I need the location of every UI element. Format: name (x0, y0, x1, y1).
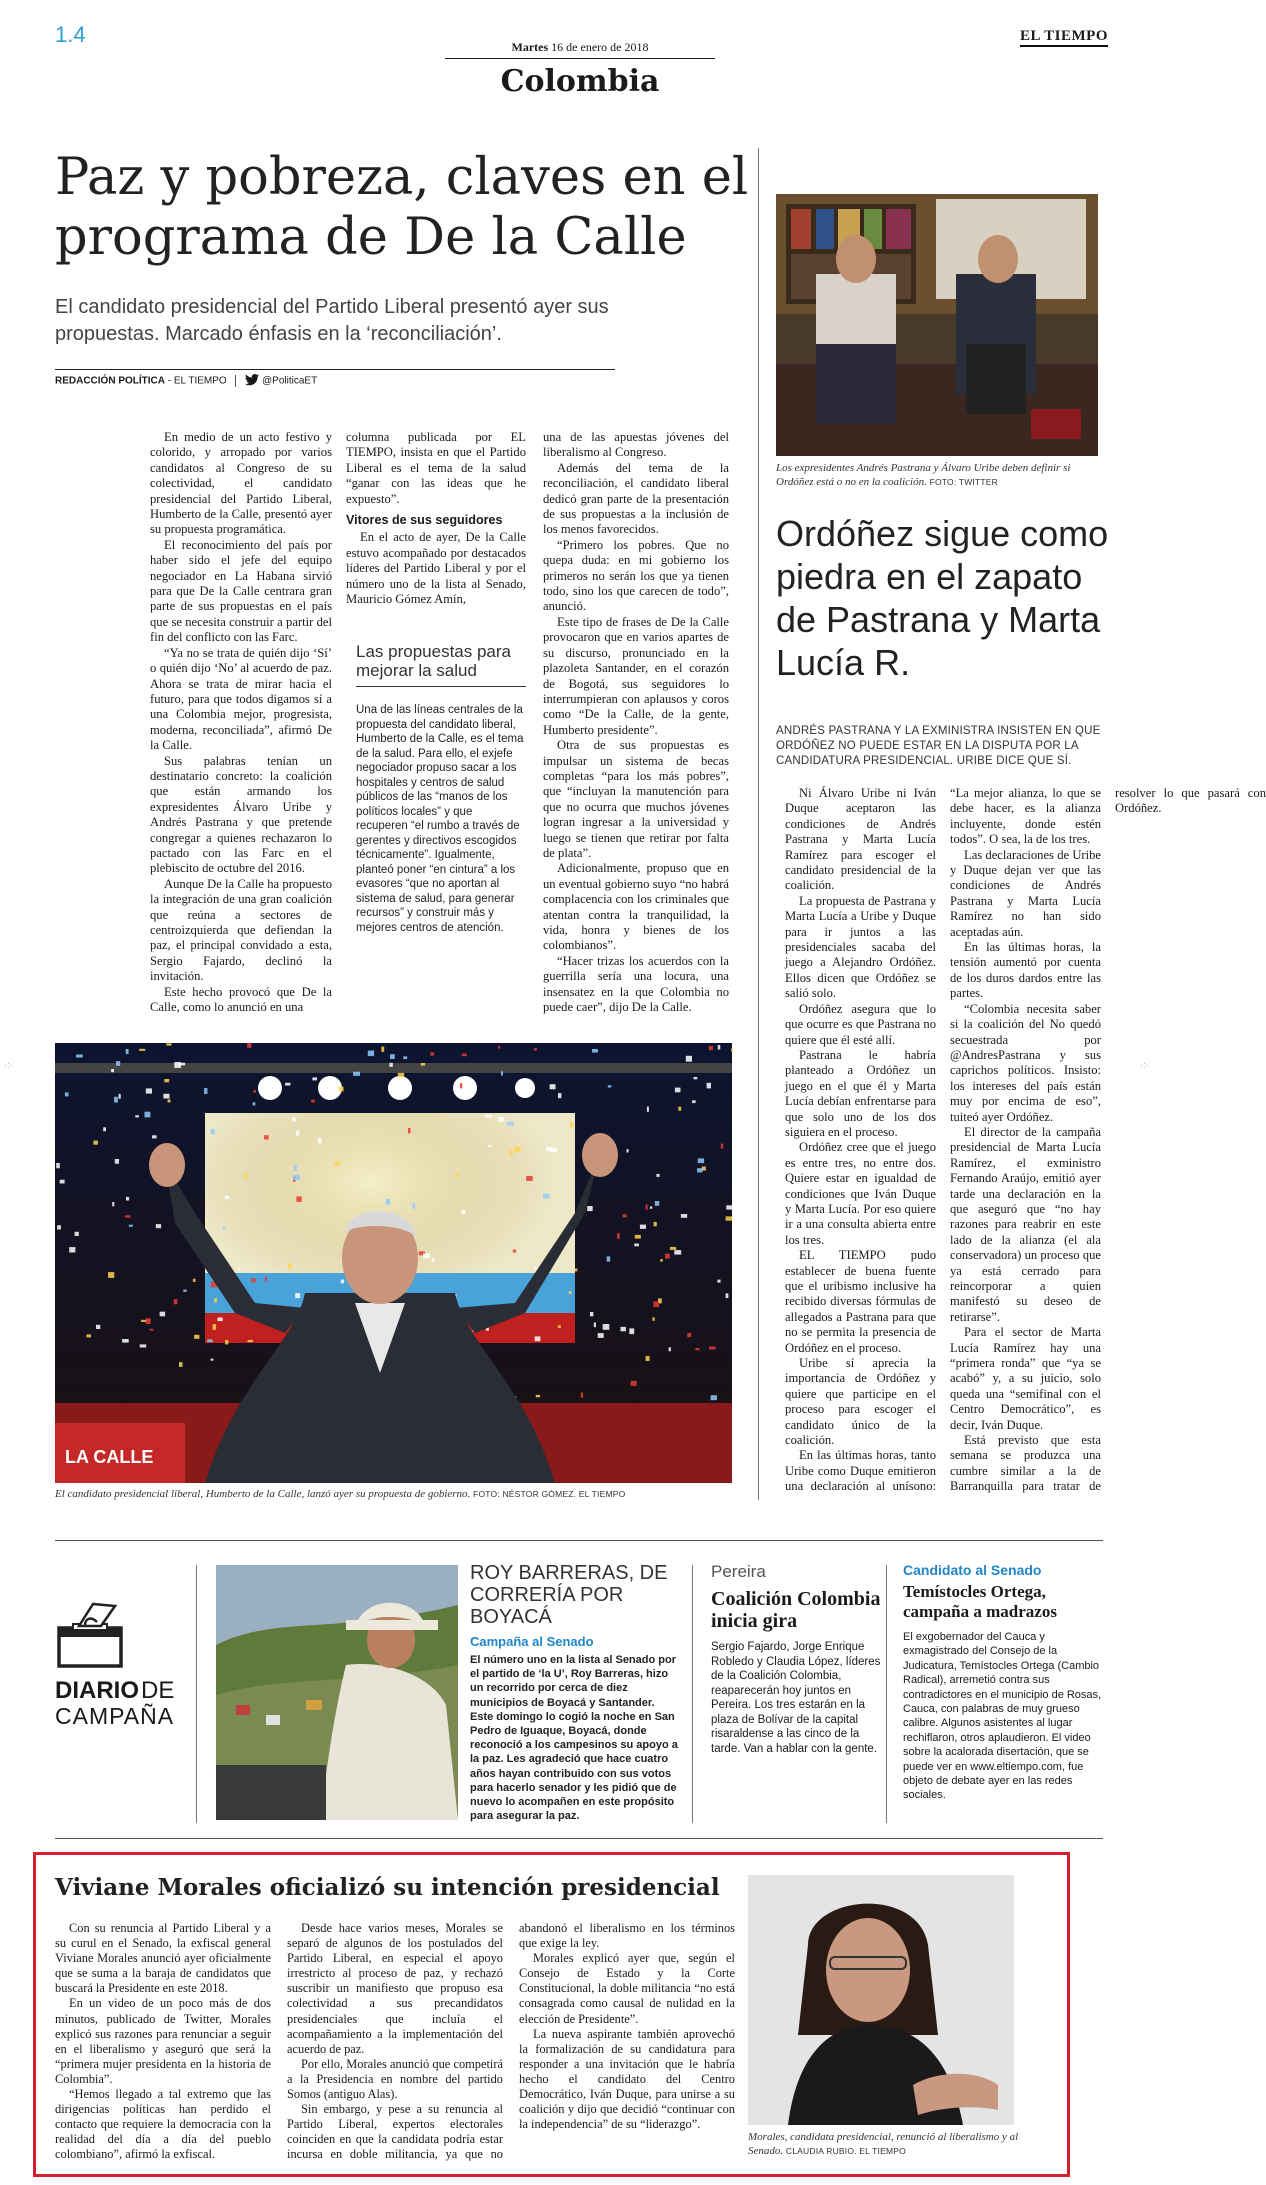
logo-line2: CAMPAÑA (55, 1703, 175, 1729)
byline-org: - EL TIEMPO (165, 375, 227, 387)
main-photo-credit: FOTO: NÉSTOR GÓMEZ. EL TIEMPO (473, 1489, 626, 1499)
main-body-col3: una de las apuestas jóvenes del liberalismo al Congreso. Además del tema de la reconciliación, el candidato liberal dedicó gran parte de la presentación de sus propuestas a la inclusión de los menos favorecidos. “Primero los pobres. Que no quepa duda: en mi gobierno los primeros no serán los que ya tienen todo, sino los que carecen de todo”, anunció. Este tipo de frases de De la Calle provocaron que en varios apartes de su discurso, pronunciado en la plazoleta Santander, en el corazón de Bogotá, sus seguidores lo interrumpieran con aplausos y coros como “De la Calle, de la gente, Humberto presidente”. Otra de sus propuestas es impulsar un sistema de becas completas “para los más pobres”, que “incluyan la manutención para que no ocurra que muchos jóvenes logran ingresar a la universidad y luego se tienen que retirar por falta de plata”. Adicionalmente, propuso que en un eventual gobierno suyo “no habrá complacencia con los criminales que atentan contra la tranquilidad, la vida, honra y bienes de los colombianos”. “Hacer trizas los acuerdos con la guerrilla sería una locura, una insensatez en la que Colombia no puede caer”, dijo De la Calle. (543, 430, 729, 1015)
ortega-kicker: Candidato al Senado (903, 1562, 1042, 1578)
right-photo-credit: FOTO: TWITTER (929, 477, 998, 487)
main-body-col1: En medio de un acto festivo y colorido, y arropado por varios candidatos al Congreso de su colectividad, el candidato presidencial del Partido Liberal, Humberto de la Calle, presentó ayer su propuesta programática. El reconocimiento del país por haber sido el jefe del equipo negociador en La Habana sirvió para que De la Calle centrara gran parte de sus propuestas en el país que se necesita construir a partir del fin del conflicto con las Farc. “Ya no se trata de quién dijo ‘Sí’ o quién dijo ‘No’ al acuerdo de paz. Ahora se trata de mirar hacia el futuro, para que todos digamos sí a una Colombia mejor, progresista, moderna, reconciliada”, afirmó De la Calle. Sus palabras tenían un destinatario concreto: la coalición que están armando los expresidentes Álvaro Uribe y Andrés Pastrana y que pretende congregar a quienes rechazaron lo pactado con las Farc en el plebiscito de octubre del 2016. Aunque De la Calle ha propuesto la integración de una gran coalición que reúna a sectores de centroizquierda que defiendan la paz, el principal convidado a esta, Sergio Fajardo, declinó la invitación. Este hecho provocó que De la Calle, como lo anunció en una (150, 430, 332, 1015)
strip-bottom-rule (55, 1838, 1103, 1839)
crop-mark-left: ·:· (4, 1060, 13, 1070)
strip-rule-2 (692, 1565, 693, 1823)
strip-rule-1 (196, 1565, 197, 1823)
pereira-title: Coalición Colombia inicia gira (711, 1588, 881, 1632)
barreras-photo (216, 1565, 458, 1820)
byline-rule (55, 369, 615, 370)
date-day: Martes (511, 40, 549, 54)
barreras-item (470, 1562, 678, 1823)
strip-rule-3 (886, 1565, 887, 1823)
barreras-kicker: Campaña al Senado (470, 1634, 594, 1649)
sidebar-title: Las propuestas para mejorar la salud (356, 642, 526, 687)
page-number: 1.4 (55, 22, 86, 47)
ballot-box-icon (55, 1600, 125, 1668)
main-photo-caption: El candidato presidencial liberal, Humberto de la Calle, lanzó ayer su propuesta de gobierno. FOTO: NÉSTOR GÓMEZ. EL TIEMPO (55, 1488, 626, 1500)
morales-headline: Viviane Morales oficializó su intención presidencial (55, 1874, 720, 1901)
sidebar-body: Una de las líneas centrales de la propuesta del candidato liberal, Humberto de la Calle, es el tema de la salud. Para ello, el exjefe negociador propuso sacar a los hospitales y centros de salud públicos de las “manos de los políticos locales” y que recuperen “el rumbo a través de gerentes y directivos escogidos técnicamente”. Igualmente, planteó poner “en cintura” a los evasores “que no aportan al sistema de salud, para generar recursos” y construir más y mejores centros de atención. (356, 704, 524, 934)
banner-text: LA CALLE (65, 1447, 154, 1467)
section-title: Colombia (500, 64, 660, 99)
right-headline: Ordóñez sigue como piedra en el zapato de Pastrana y Marta Lucía R. (776, 513, 1109, 683)
morales-photo (748, 1875, 1014, 2125)
main-body-col2: columna publicada por EL TIEMPO, insista en que el Partido Liberal es el tema de la salud “ganar con las ideas que he expuesto”. Vitores de sus seguidores En el acto de ayer, De la Calle estuvo acompañado por destacados líderes del Partido Liberal y por el número uno de la lista al Senado, Mauricio Gómez Amín, (346, 430, 526, 607)
date-rest: 16 de enero de 2018 (551, 40, 649, 54)
right-photo (776, 194, 1098, 456)
main-photo (55, 1043, 732, 1483)
logo-light: DE (141, 1677, 175, 1704)
main-headline: Paz y pobreza, claves en el programa de De la Calle (55, 148, 749, 267)
crop-mark-right: ·:· (1140, 1060, 1149, 1070)
byline (55, 374, 317, 388)
ortega-title: Temístocles Ortega, campaña a madrazos (903, 1582, 1057, 1621)
right-body: Ni Álvaro Uribe ni Iván Duque aceptaron las condiciones de Andrés Pastrana y Marta Lucía Ramírez para escoger el candidato presidencial de la coalición. La propuesta de Pastrana y Marta Lucía a Uribe y Duque para ir juntos a las presidenciales sacaba del juego a Alejandro Ordóñez. Ellos dicen que Ordóñez se salió solo. Ordóñez asegura que lo que ocurre es que Pastrana no quiere que él esté allí. Pastrana le habría planteado a Ordóñez un juego en el que él y Marta Lucía debían enfrentarse para que solo uno de los dos siguiera en el proceso. Ordóñez cree que el juego es entre tres, no entre dos. Quiere estar en igualdad de condiciones que Iván Duque y Marta Lucía. Por eso quiere ir a una consulta abierta entre los tres. EL TIEMPO pudo establecer de buena fuente que el uribismo inclusive ha recibido diversas fórmulas de allegados a Pastrana para que no se permita la presencia de Ordóñez en el proceso. Uribe sí aprecia la importancia de Ordóñez y quiere que participe en el proceso para escoger el candidato único de la coalición. En las últimas horas, tanto Uribe como Duque emitieron una declaración al unísono: “La mejor alianza, lo que se debe hacer, es la alianza incluyente, donde estén todos”. O sea, la de los tres. Las declaraciones de Uribe y Duque dejan ver que las condiciones de Andrés Pastrana y Marta Lucía Ramírez no han sido aceptadas aún. En las últimas horas, la tensión aumentó por cuenta de los duros dardos entre las partes. “Colombia necesita saber si la coalición del No quedó secuestrada por @AndresPastrana y sus caprichos políticos. Insisto: los intereses del país están muy por encima de eso”, tuiteó ayer Ordóñez. El director de la campaña presidencial de Marta Lucía Ramírez, el exministro Fernando Araújo, emitió ayer tarde una declaración en la que aseguró que “no hay razones para reabrir en este lado de la alianza (el ala conservadora) un proceso que ya está cerrado para reincorporar a quien manifestó su deseo de retirarse”. Para el sector de Marta Lucía Ramírez hay una “primera ronda” que “ya se acabó” y, a su juicio, solo queda una “semifinal con el Centro Democrático”, es decir, Iván Duque. Está previsto que esta semana se produzca una cumbre similar a la de Barranquilla para tratar de resolver lo que pasará con Ordóñez. (785, 786, 1266, 1494)
morales-body: Con su renuncia al Partido Liberal y a su curul en el Senado, la exfiscal general Viviane Morales anunció ayer oficialmente que se suma a la baraja de candidatos que buscará la Presidente en este 2018. En un video de un poco más de dos minutos, publicado de Twitter, Morales explicó sus razones para renunciar a seguir en el liberalismo y aseguró que será la “primera mujer presidenta en la historia de Colombia”. “Hemos llegado a tal extremo que las dirigencias políticas han perdido el contacto que requiere la democracia con la realidad del día a día del pueblo colombiano”, afirmó la exfiscal. Desde hace varios meses, Morales se separó de algunos de los postulados del Partido Liberal, en especial el apoyo irrestricto al proceso de paz, y rechazó suscribir un manifiesto que propuso esa colectividad a sus precandidatos presidenciales que incluía el acompañamiento a la implementación del acuerdo de paz. Por ello, Morales anunció que competirá a la Presidencia en nombre del partido Somos (antiguo Alas). Sin embargo, y pese a su renuncia al Partido Liberal, expertos electorales coinciden en que la candidata podría estar incursa en doble militancia, ya que no abandonó el liberalismo en los términos que exige la ley. Morales explicó ayer que, según el Consejo de Estado y la Corte Constitucional, la doble militancia “no está consagrada como causal de nulidad en la elección de Presidente”. La nueva aspirante también aprovechó la formalización de su candidatura para responder a una invitación que le habría hecho el candidato del Centro Democrático, Iván Duque, para unirse a su coalición y dijo que decidió “continuar con la independencia” de su “liderazgo”. (55, 1921, 735, 2162)
salud-sidebar (356, 642, 526, 935)
strip-top-rule (55, 1540, 1103, 1541)
roy-barreras-photo (216, 1565, 458, 1820)
de-la-calle-photo (55, 1043, 732, 1483)
ortega-body: El exgobernador del Cauca y exmagistrado del Consejo de la Judicatura, Temístocles Ortega (Cambio Radical), arremetió contra sus contradictores en el municipio de Rosas, Cauca, con palabras de muy grueso calibre. Algunos asistentes al lugar rechiflaron, otros aplaudieron. El video sobre la acalorada disertación, que se puede ver en www.eltiempo.com, fue objeto de debate ayer en las redes sociales. (903, 1631, 1102, 1802)
column-rule-right (758, 148, 759, 1500)
twitter-handle[interactable]: @PoliticaET (262, 375, 318, 387)
date-line (0, 40, 1160, 55)
barreras-title: ROY BARRERAS, DE CORRERÍA POR BOYACÁ (470, 1562, 668, 1628)
main-deck: El candidato presidencial del Partido Liberal presentó ayer sus propuestas. Marcado énfasis en la ‘reconciliación’. (55, 296, 609, 345)
logo-bold: DIARIO (55, 1677, 139, 1704)
twitter-icon (245, 374, 259, 388)
byline-author: REDACCIÓN POLÍTICA (55, 375, 165, 387)
pastrana-uribe-photo (776, 194, 1098, 456)
pereira-body: Sergio Fajardo, Jorge Enrique Robledo y Claudia López, líderes de la Coalición Colombia, reaparecerán hoy juntos en Pereira. Los tres estarán en la plaza de Bolívar de la capital risaraldense a las cinco de la tarde. Van a hablar con la gente. (711, 1641, 881, 1755)
ortega-item (903, 1562, 1103, 1803)
morales-photo-credit: CLAUDIA RUBIO. EL TIEMPO (785, 2146, 906, 2156)
pereira-item (711, 1562, 886, 1756)
viviane-morales-photo (748, 1875, 1014, 2125)
barreras-body: El número uno en la lista al Senado por el partido de ‘la U’, Roy Barreras, hizo un recorrido por cerca de diez municipios de Boyacá y Santander. Este domingo lo cogió la noche en San Pedro de Iguaque, Boyacá, donde reconoció a los campesinos su apoyo a la paz. Les agradeció que hace cuatro años hayan contribuido con sus votos para hacerlo senador y les pidió que de nuevo lo acompañen en este propósito para asegurar la paz. (470, 1654, 678, 1823)
morales-photo-caption: Morales, candidata presidencial, renunció al liberalismo y al Senado. CLAUDIA RUBIO. EL TIEMPO (748, 2131, 1019, 2157)
subhead: Vitores de sus seguidores (346, 513, 503, 528)
masthead-top-rule (445, 58, 715, 59)
diario-logo (55, 1600, 195, 1728)
right-photo-caption: Los expresidentes Andrés Pastrana y Álvaro Uribe deben definir si Ordóñez está o no en la coalición. FOTO: TWITTER (776, 462, 1071, 488)
pereira-kicker: Pereira (711, 1562, 766, 1581)
brand-logo: EL TIEMPO (1020, 28, 1108, 47)
right-deck: ANDRÉS PASTRANA Y LA EXMINISTRA INSISTEN EN QUE ORDÓÑEZ NO PUEDE ESTAR EN LA DISPUTA POR LA CANDIDATURA PRESIDENCIAL. URIBE DICE QUE SÍ. (776, 725, 1101, 767)
